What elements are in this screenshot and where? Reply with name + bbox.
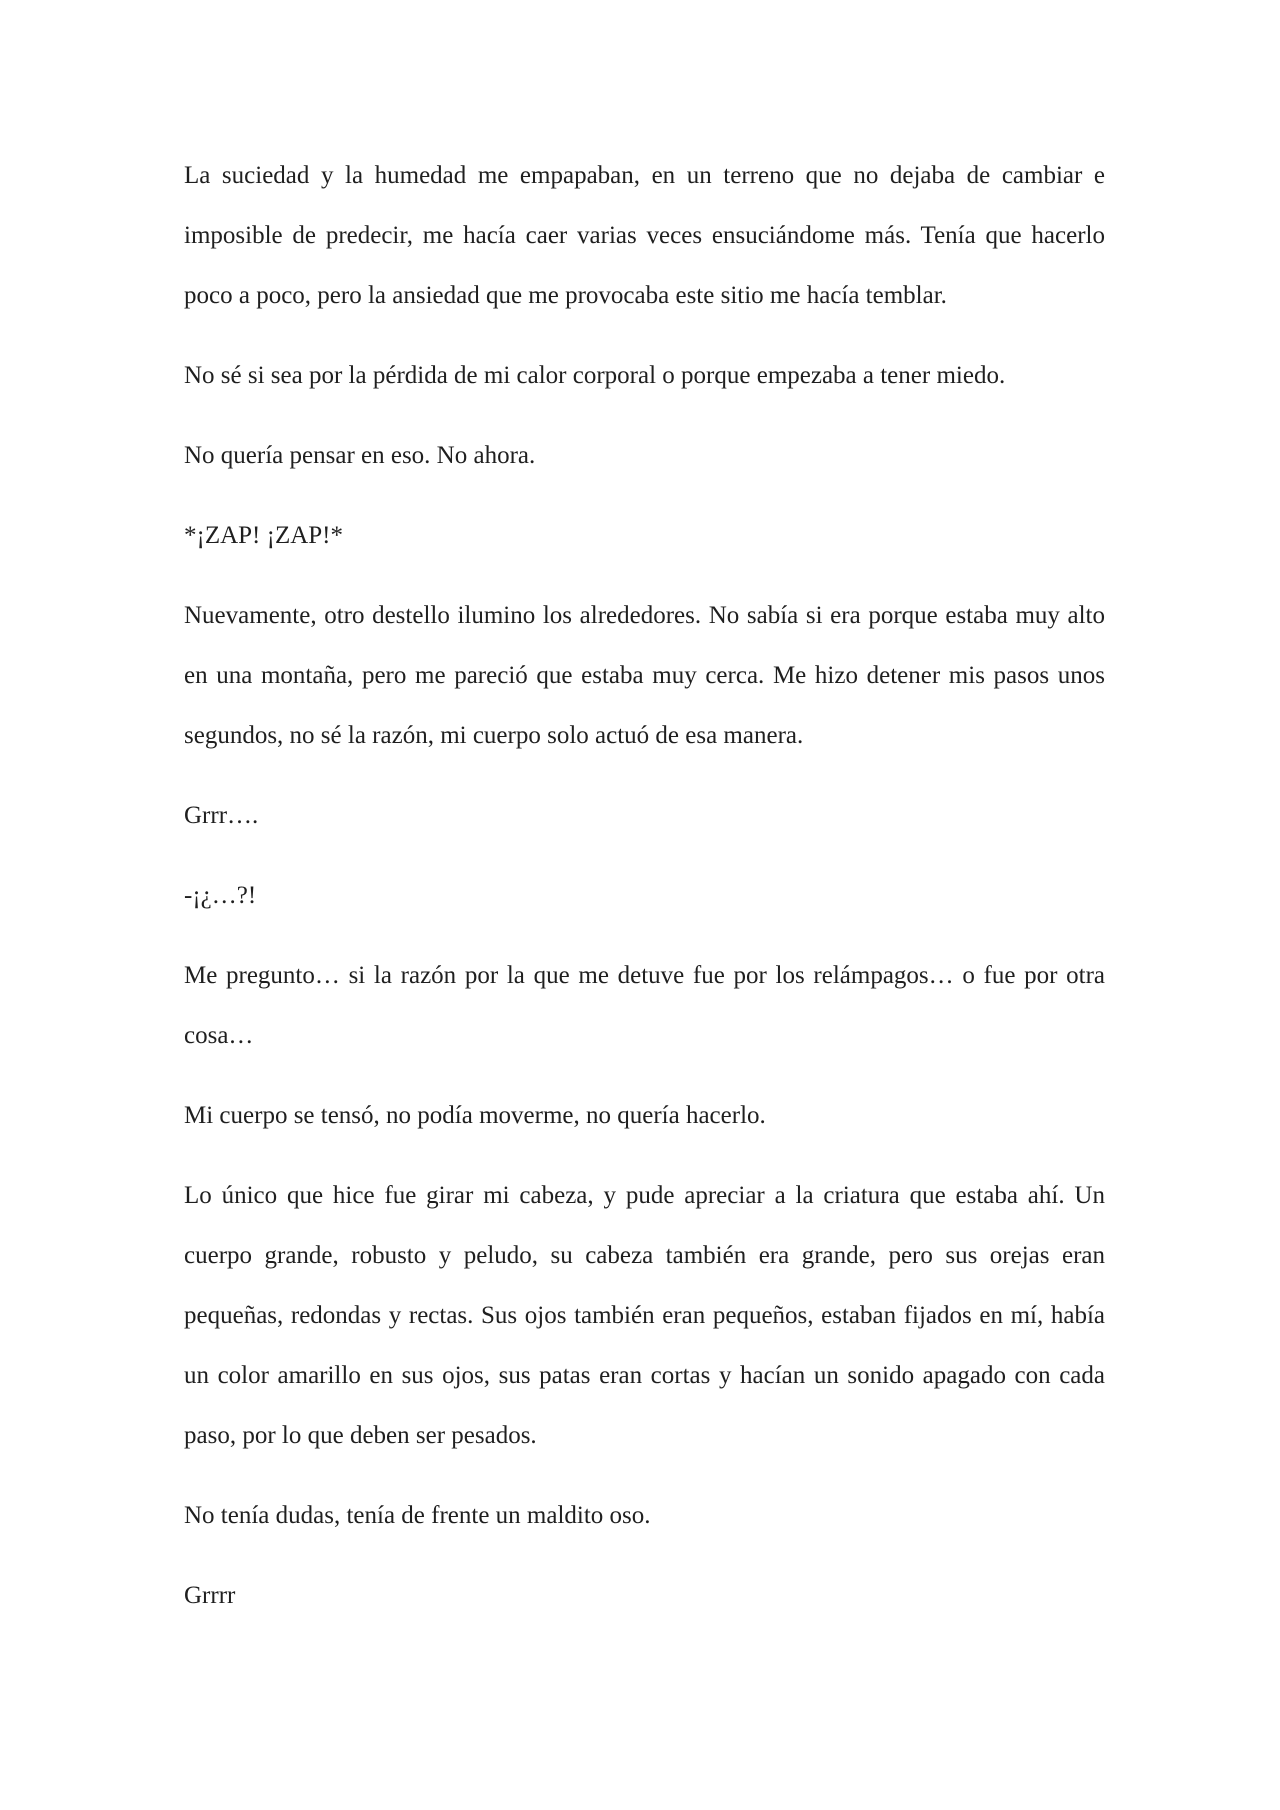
paragraph-11: No tenía dudas, tenía de frente un maldito oso. — [184, 1502, 651, 1529]
paragraph-3: No quería pensar en eso. No ahora. — [184, 442, 536, 469]
paragraph-5: Nuevamente, otro destello ilumino los alrededores. No sabía si era porque estaba muy alto en una montaña, pero me pareció que estaba muy cerca. Me hizo detener mis pasos unos segundos, no sé la razón, mi cuerpo solo actuó de esa manera. — [184, 602, 1105, 749]
paragraph-12: Grrrr — [184, 1582, 236, 1609]
paragraph-7: -¡¿…?! — [184, 882, 257, 909]
paragraph-1: La suciedad y la humedad me empapaban, en un terreno que no dejaba de cambiar e imposible de predecir, me hacía caer varias veces ensuciándome más. Tenía que hacerlo poco a poco, pero la ansiedad que me provocaba este sitio me hacía temblar. — [184, 162, 1105, 309]
paragraph-8: Me pregunto… si la razón por la que me detuve fue por los relámpagos… o fue por otra cosa… — [184, 962, 1105, 1049]
paragraph-2: No sé si sea por la pérdida de mi calor corporal o porque empezaba a tener miedo. — [184, 362, 1006, 389]
paragraph-4: *¡ZAP! ¡ZAP!* — [184, 522, 344, 549]
document-body — [184, 146, 1105, 1646]
paragraph-9: Mi cuerpo se tensó, no podía moverme, no quería hacerlo. — [184, 1102, 766, 1129]
paragraph-6: Grrr…. — [184, 802, 259, 829]
paragraph-10: Lo único que hice fue girar mi cabeza, y pude apreciar a la criatura que estaba ahí. Un cuerpo grande, robusto y peludo, su cabeza también era grande, pero sus orejas eran pequeñas, redondas y rectas. Sus ojos también eran pequeños, estaban fijados en mí, había un color amarillo en sus ojos, sus patas eran cortas y hacían un sonido apagado con cada paso, por lo que deben ser pesados. — [184, 1182, 1105, 1449]
